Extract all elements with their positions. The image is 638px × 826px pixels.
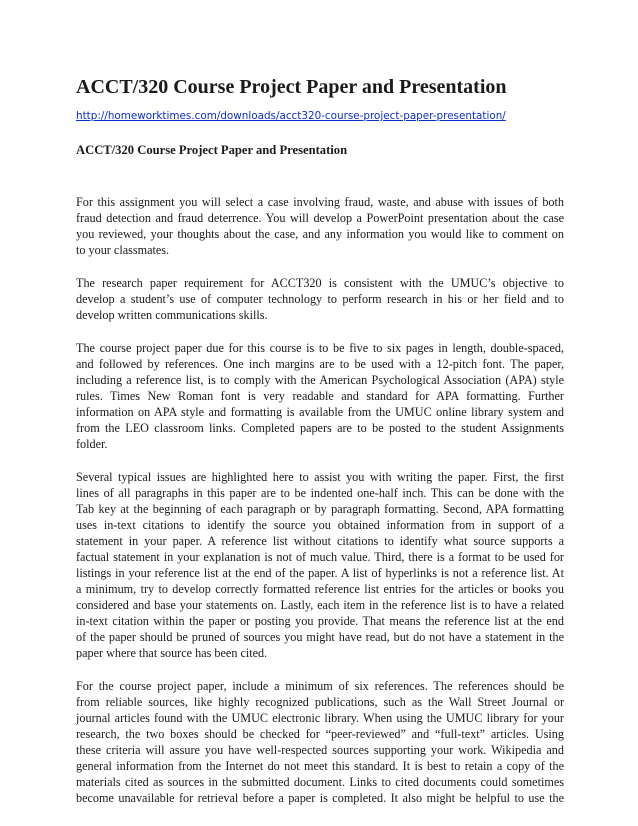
text-line: information on APA style and formatting is available from the UMUC online library system and bbox=[76, 405, 564, 419]
paragraph-assignment bbox=[76, 194, 564, 258]
text-line: these criteria will assure you have well-respected sources supporting your work. Wikipedia and bbox=[76, 743, 564, 757]
text-line: develop a student’s use of computer technology to perform research in his or her field and to bbox=[76, 292, 564, 306]
text-line: uses in-text citations to identify the source you obtained information from in support of a bbox=[76, 518, 564, 532]
text-line: and followed by references. One inch margins are to be used with a 12-pitch font. The paper, bbox=[76, 357, 564, 371]
text-line: develop written communications skills. bbox=[76, 308, 268, 322]
source-link[interactable]: http://homeworktimes.com/downloads/acct320-course-project-paper-presentation/ bbox=[76, 110, 506, 122]
text-line: a minimum, try to develop correctly formatted reference list entries for the articles or books you bbox=[76, 582, 564, 596]
text-line: become unavailable for retrieval before a paper is completed. It also might be helpful to use the bbox=[76, 791, 564, 805]
paragraph-requirement bbox=[76, 275, 564, 323]
text-line: The research paper requirement for ACCT320 is consistent with the UMUC’s objective to bbox=[76, 276, 564, 290]
text-line: considered and base your statements on. Lastly, each item in the reference list is to have a related bbox=[76, 598, 564, 612]
text-line: in-text citation within the paper or posting you provide. That means the reference list at the end bbox=[76, 614, 564, 628]
text-line: of the paper should be pruned of sources you might have read, but do not have a statement in the bbox=[76, 630, 564, 644]
document-body bbox=[76, 194, 564, 823]
text-line: For the course project paper, include a minimum of six references. The references should be bbox=[76, 679, 564, 693]
text-line: Several typical issues are highlighted here to assist you with writing the paper. First, the first bbox=[76, 470, 564, 484]
text-line: rules. Times New Roman font is very readable and standard for APA formatting. Further bbox=[76, 389, 564, 403]
text-line: including a reference list, is to comply with the American Psychological Association (APA) style bbox=[76, 373, 564, 387]
text-line: from reliable sources, like highly recognized publications, such as the Wall Street Journal or bbox=[76, 695, 564, 709]
text-line: from the LEO classroom links. Completed papers are to be posted to the student Assignments bbox=[76, 421, 564, 435]
text-line: general information from the Internet do not meet this standard. It is best to retain a copy of the bbox=[76, 759, 564, 773]
text-line: to your classmates. bbox=[76, 243, 170, 257]
text-line: fraud detection and fraud deterrence. You will develop a PowerPoint presentation about the case bbox=[76, 211, 564, 225]
text-line: lines of all paragraphs in this paper are to be indented one-half inch. This can be done with the bbox=[76, 486, 564, 500]
text-line: folder. bbox=[76, 437, 108, 451]
paragraph-references bbox=[76, 678, 564, 806]
page-title: ACCT/320 Course Project Paper and Presentation bbox=[76, 76, 507, 98]
section-title: ACCT/320 Course Project Paper and Presentation bbox=[76, 143, 348, 157]
text-line: you reviewed, your thoughts about the case, and any information you would like to comment on bbox=[76, 227, 564, 241]
text-line: paper where that source has been cited. bbox=[76, 646, 268, 660]
paragraph-issues bbox=[76, 469, 564, 661]
text-line: listings in your reference list at the end of the paper. A list of hyperlinks is not a reference list. At bbox=[76, 566, 564, 580]
text-line: Tab key at the beginning of each paragraph or by paragraph formatting. Second, APA formatting bbox=[76, 502, 564, 516]
text-line: factual statement in your explanation is not of much value. Third, there is a format to be used for bbox=[76, 550, 564, 564]
text-line: statement in your paper. A reference list without citations to identify what source supports a bbox=[76, 534, 564, 548]
text-line: journal articles found with the UMUC electronic library. When using the UMUC library for your bbox=[76, 711, 564, 725]
text-line: The course project paper due for this course is to be five to six pages in length, double-spaced, bbox=[76, 341, 564, 355]
text-line: research, the two boxes should be checked for “peer-reviewed” and “full-text” articles. Using bbox=[76, 727, 564, 741]
text-line: For this assignment you will select a case involving fraud, waste, and abuse with issues of both bbox=[76, 195, 564, 209]
text-line: materials cited as sources in the submitted document. Links to cited documents could sometimes bbox=[76, 775, 564, 789]
paragraph-format bbox=[76, 340, 564, 452]
